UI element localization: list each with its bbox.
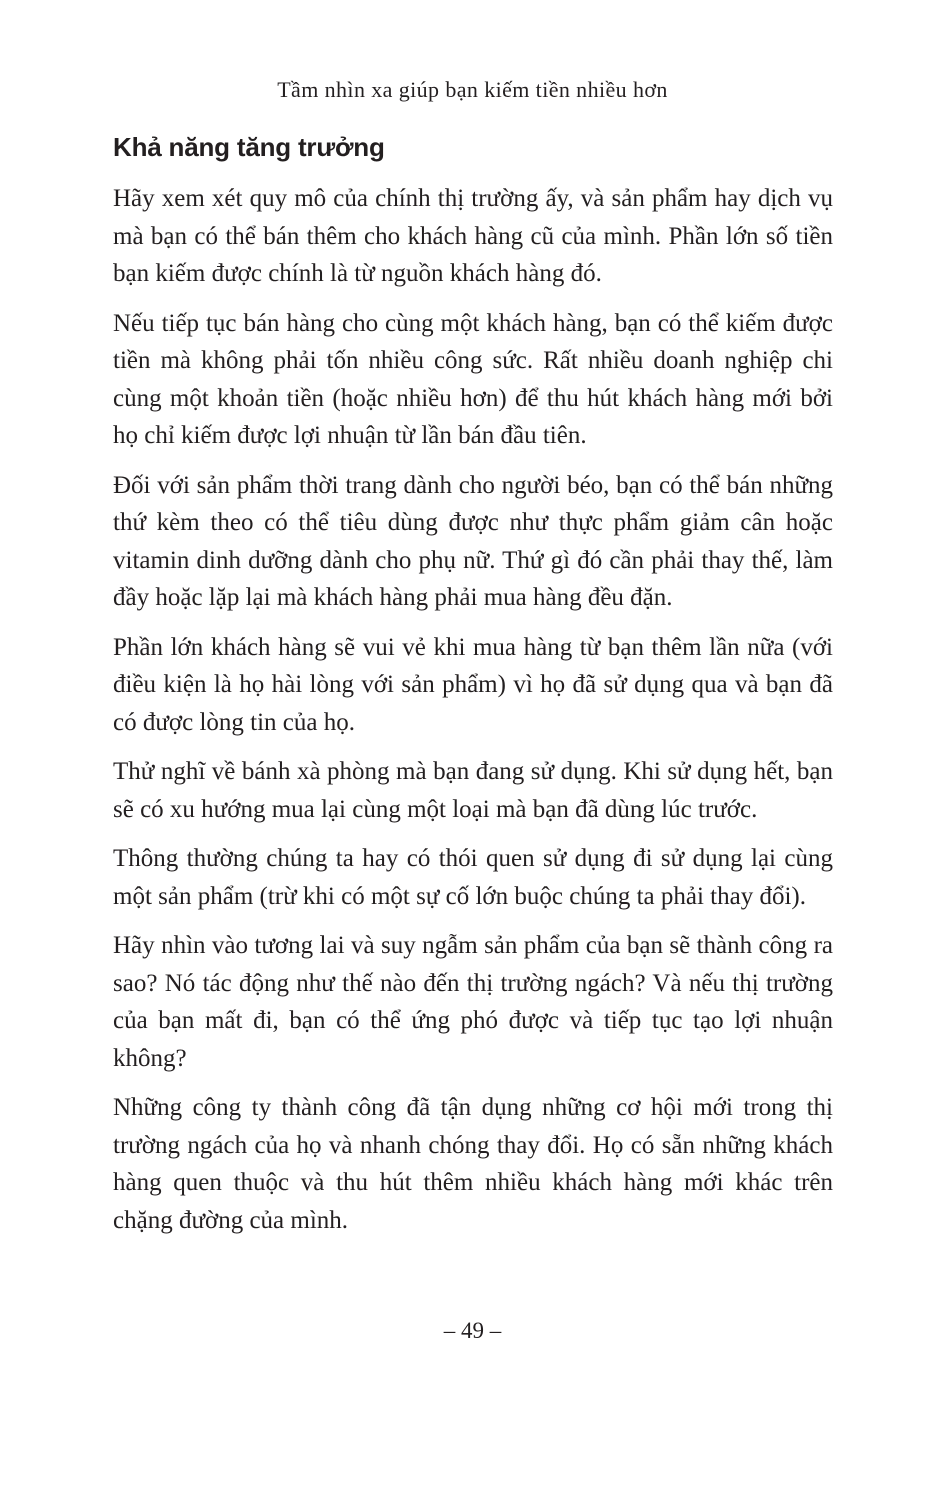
paragraph: Phần lớn khách hàng sẽ vui vẻ khi mua hàng từ bạn thêm lần nữa (với điều kiện là họ hài lòng với sản phẩm) vì họ đã sử dụng qua và bạn đã có được lòng tin của họ. [113, 633, 833, 736]
paragraph: Thông thường chúng ta hay có thói quen sử dụng đi sử dụng lại cùng một sản phẩm (trừ khi có một sự cố lớn buộc chúng ta phải thay đổi). [113, 845, 833, 910]
paragraph: Đối với sản phẩm thời trang dành cho người béo, bạn có thể bán những thứ kèm theo có thể tiêu dùng được như thực phẩm giảm cân hoặc vitamin dinh dưỡng dành cho phụ nữ. Thứ gì đó cần phải thay thế, làm đầy hoặc lặp lại mà khách hàng phải mua hàng đều đặn. [113, 471, 833, 611]
page-number: – 49 – [443, 1318, 502, 1343]
paragraph: Những công ty thành công đã tận dụng những cơ hội mới trong thị trường ngách của họ và nhanh chóng thay đổi. Họ có sẵn những khách hàng quen thuộc và thu hút thêm nhiều khách hàng mới khác trên chặng đường của mình. [113, 1094, 833, 1234]
paragraph: Hãy xem xét quy mô của chính thị trường ấy, và sản phẩm hay dịch vụ mà bạn có thể bán thêm cho khách hàng cũ của mình. Phần lớn số tiền bạn kiếm được chính là từ nguồn khách hàng đó. [113, 185, 833, 287]
paragraph: Nếu tiếp tục bán hàng cho cùng một khách hàng, bạn có thể kiếm được tiền mà không phải tốn nhiều công sức. Rất nhiều doanh nghiệp chi cùng một khoản tiền (hoặc nhiều hơn) để thu hút khách hàng mới bởi họ chỉ kiếm được lợi nhuận từ lần bán đầu tiên. [113, 309, 833, 449]
paragraph: Thử nghĩ về bánh xà phòng mà bạn đang sử dụng. Khi sử dụng hết, bạn sẽ có xu hướng mua lại cùng một loại mà bạn đã dùng lúc trước. [113, 758, 833, 823]
running-header: Tầm nhìn xa giúp bạn kiếm tiền nhiều hơn [277, 77, 668, 102]
body-text [113, 180, 833, 1251]
paragraph: Hãy nhìn vào tương lai và suy ngẫm sản phẩm của bạn sẽ thành công ra sao? Nó tác động như thế nào đến thị trường ngách? Và nếu thị trường của bạn mất đi, bạn có thể ứng phó được và tiếp tục tạo lợi nhuận không? [113, 932, 833, 1072]
section-heading: Khả năng tăng trưởng [113, 132, 385, 162]
